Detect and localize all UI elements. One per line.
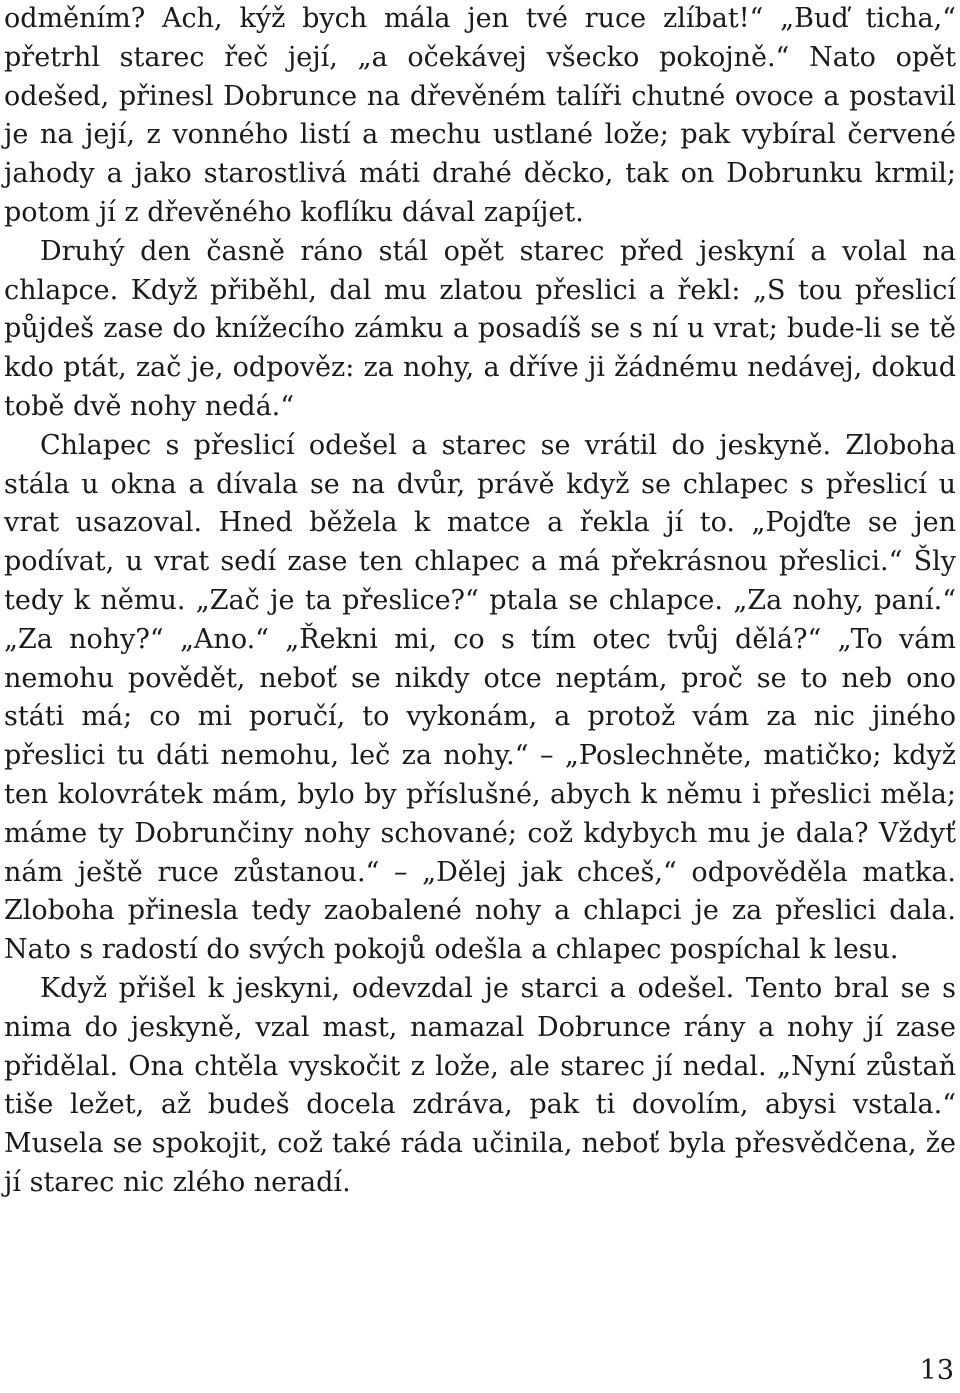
paragraph: Druhý den časně ráno stál opět starec před jeskyní a volal na chlapce. Když přiběhl, dal mu zlatou přeslici a řekl: „S tou přeslicí půjdeš zase do knížecího zámku a posadíš se s ní u vrat; bude-li se tě kdo ptát, zač je, odpověz: za nohy, a dříve ji žádnému nedávej, dokud tobě dvě nohy nedá.“ xyxy=(4,235,956,422)
page-number: 13 xyxy=(919,1355,954,1386)
body-text xyxy=(4,0,956,1203)
paragraph-continuation: odměním? Ach, kýž bych mála jen tvé ruce zlíbat!“ „Buď ticha,“ přetrhl starec řeč její, „a očekávej všecko pokojně.“ Nato opět odešed, přinesl Dobrunce na dřevěném talíři chutné ovoce a postavil je na její, z vonného listí a mechu ustlané lože; pak vybíral červené jahody a jako starostlivá máti drahé děcko, tak on Dobrunku krmil; potom jí z dřevěného koflíku dával zapíjet. xyxy=(4,3,956,228)
paragraph: Chlapec s přeslicí odešel a starec se vrátil do jeskyně. Zloboha stála u okna a dívala se na dvůr, právě když se chlapec s přeslicí u vrat usazoval. Hned běžela k matce a řekla jí to. „Pojďte se jen podívat, u vrat sedí zase ten chlapec a má překrásnou přeslici.“ Šly tedy k němu. „Zač je ta přeslice?“ ptala se chlapce. „Za nohy, paní.“ „Za nohy?“ „Ano.“ „Řekni mi, co s tím otec tvůj dělá?“ „To vám nemohu povědět, neboť se nikdy otce neptám, proč se to neb ono státi má; co mi poručí, to vykonám, a protož vám za nic jiného přeslici tu dáti nemohu, leč za nohy.“ – „Poslechněte, matičko; když ten kolovrátek mám, bylo by příslušné, abych k němu i přeslici měla; máme ty Dobrunčiny nohy schované; což kdybych mu je dala? Vždyť nám ještě ruce zůstanou.“ – „Dělej jak chceš,“ odpověděla matka. Zloboha přinesla tedy zaobalené nohy a chlapci je za přeslici dala. Nato s radostí do svých pokojů odešla a chlapec pospíchal k lesu. xyxy=(4,429,956,966)
paragraph: Když přišel k jeskyni, odevzdal je starci a odešel. Tento bral se s nima do jeskyně, vzal mast, namazal Dobrunce rány a nohy jí zase přidělal. Ona chtěla vyskočit z lože, ale starec jí nedal. „Nyní zůstaň tiše ležet, až budeš docela zdráva, pak ti dovolím, abysi vstala.“ Musela se spokojit, což také ráda učinila, neboť byla přesvědčena, že jí starec nic zlého neradí. xyxy=(4,972,956,1198)
